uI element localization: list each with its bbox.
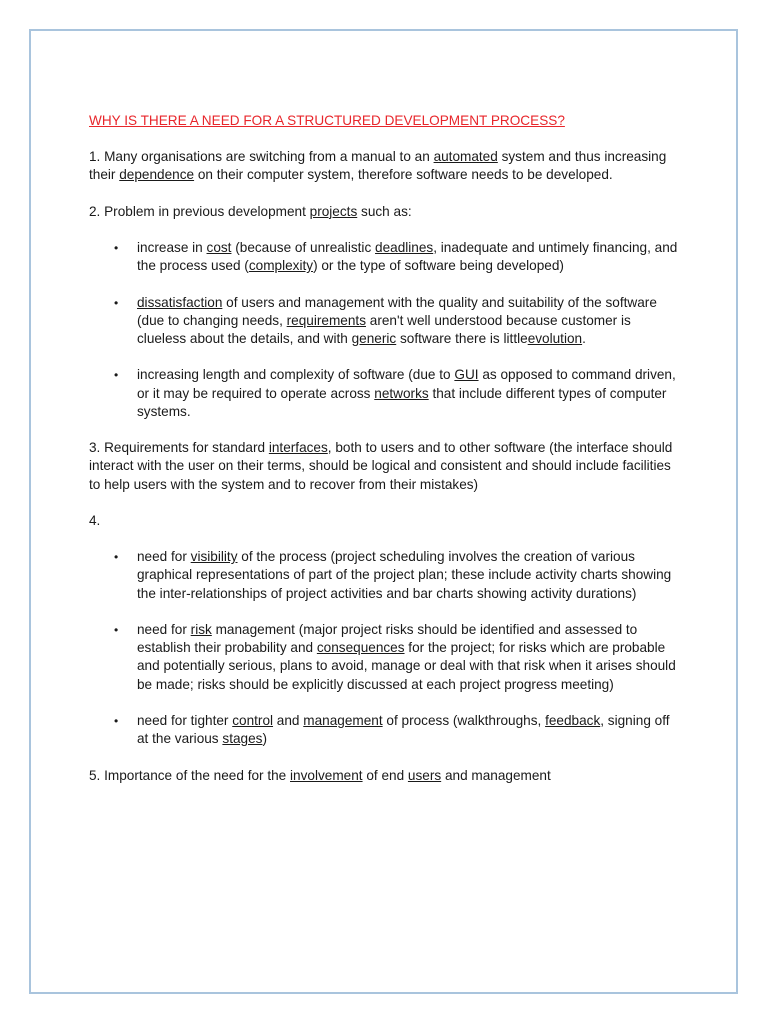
link-stages[interactable]: stages [222, 731, 263, 747]
problems-list [89, 239, 679, 421]
link-management[interactable]: management [303, 712, 383, 728]
list-item: • need for visibility of the process (project scheduling involves the creation of various graphical representations of part of the project plan; these include activity charts showing the inter-relationships of project activities and bar charts showing activity durations) [114, 549, 672, 601]
bullet-icon: • [114, 241, 119, 255]
bullet-icon: • [114, 368, 119, 383]
bullet-icon: • [114, 550, 119, 565]
link-interfaces[interactable]: interfaces [268, 440, 328, 456]
link-visibility[interactable]: visibility [190, 549, 238, 565]
list-item: • need for risk management (major project risks should be identified and assessed to establish their probability and consequences for the project; for risks which are probable and potentially serious, plans to avoid, manage or deal with that risk when it arises should be made; risks should be explicitly discussed at each project progress meeting) [114, 621, 676, 692]
link-control[interactable]: control [232, 712, 274, 728]
paragraph-2: 2. Problem in previous development projects such as: [89, 203, 412, 219]
link-evolution[interactable]: evolution [527, 331, 583, 346]
paragraph-1: 1. Many organisations are switching from a manual to an automated system and thus increasing their dependence on their computer system, therefore software needs to be developed. [89, 149, 667, 183]
link-users[interactable]: users [407, 767, 442, 783]
needs-list [89, 548, 679, 748]
link-automated[interactable]: automated [433, 149, 498, 165]
document-body [89, 112, 679, 803]
link-dissatisfaction[interactable]: dissatisfaction [137, 294, 223, 310]
link-complexity[interactable]: complexity [248, 258, 314, 274]
bullet-icon: • [114, 713, 119, 728]
link-gui[interactable]: GUI [454, 367, 479, 383]
list-item: • need for tighter control and management of process (walkthroughs, feedback, signing off at the various stages) [114, 712, 670, 747]
link-dependence[interactable]: dependence [119, 167, 195, 183]
bullet-icon: • [114, 295, 119, 310]
link-projects[interactable]: projects [309, 203, 358, 219]
link-deadlines[interactable]: deadlines [375, 240, 434, 255]
link-involvement[interactable]: involvement [290, 767, 363, 783]
bullet-icon: • [114, 622, 119, 637]
link-networks[interactable]: networks [374, 385, 429, 401]
paragraph-3: 3. Requirements for standard interfaces, both to users and to other software (the interface should interact with the user on their terms, should be logical and consistent and should include facilities to help users with the system and to recover from their mistakes) [89, 440, 673, 492]
link-requirements[interactable]: requirements [286, 312, 366, 328]
link-consequences[interactable]: consequences [316, 640, 405, 656]
link-generic[interactable]: generic [351, 331, 397, 346]
link-cost[interactable]: cost [206, 240, 232, 255]
list-item: • increasing length and complexity of software (due to GUI as opposed to command driven, or it may be required to operate across networks that include different types of computer systems. [114, 367, 676, 419]
link-risk[interactable]: risk [190, 621, 212, 637]
list-item: • increase in cost (because of unrealistic deadlines, inadequate and untimely financing, and the process used (complexity) or the type of software being developed) [114, 240, 678, 274]
link-feedback[interactable]: feedback [545, 712, 601, 728]
paragraph-5: 5. Importance of the need for the involvement of end users and management [89, 767, 551, 783]
list-item: • dissatisfaction of users and management with the quality and suitability of the software (due to changing needs, requirements aren't well understood because customer is clueless about the details, and with generic software there is littleevolution. [114, 294, 657, 346]
document-title: WHY IS THERE A NEED FOR A STRUCTURED DEVELOPMENT PROCESS? [89, 113, 565, 128]
paragraph-4: 4. [89, 512, 101, 528]
